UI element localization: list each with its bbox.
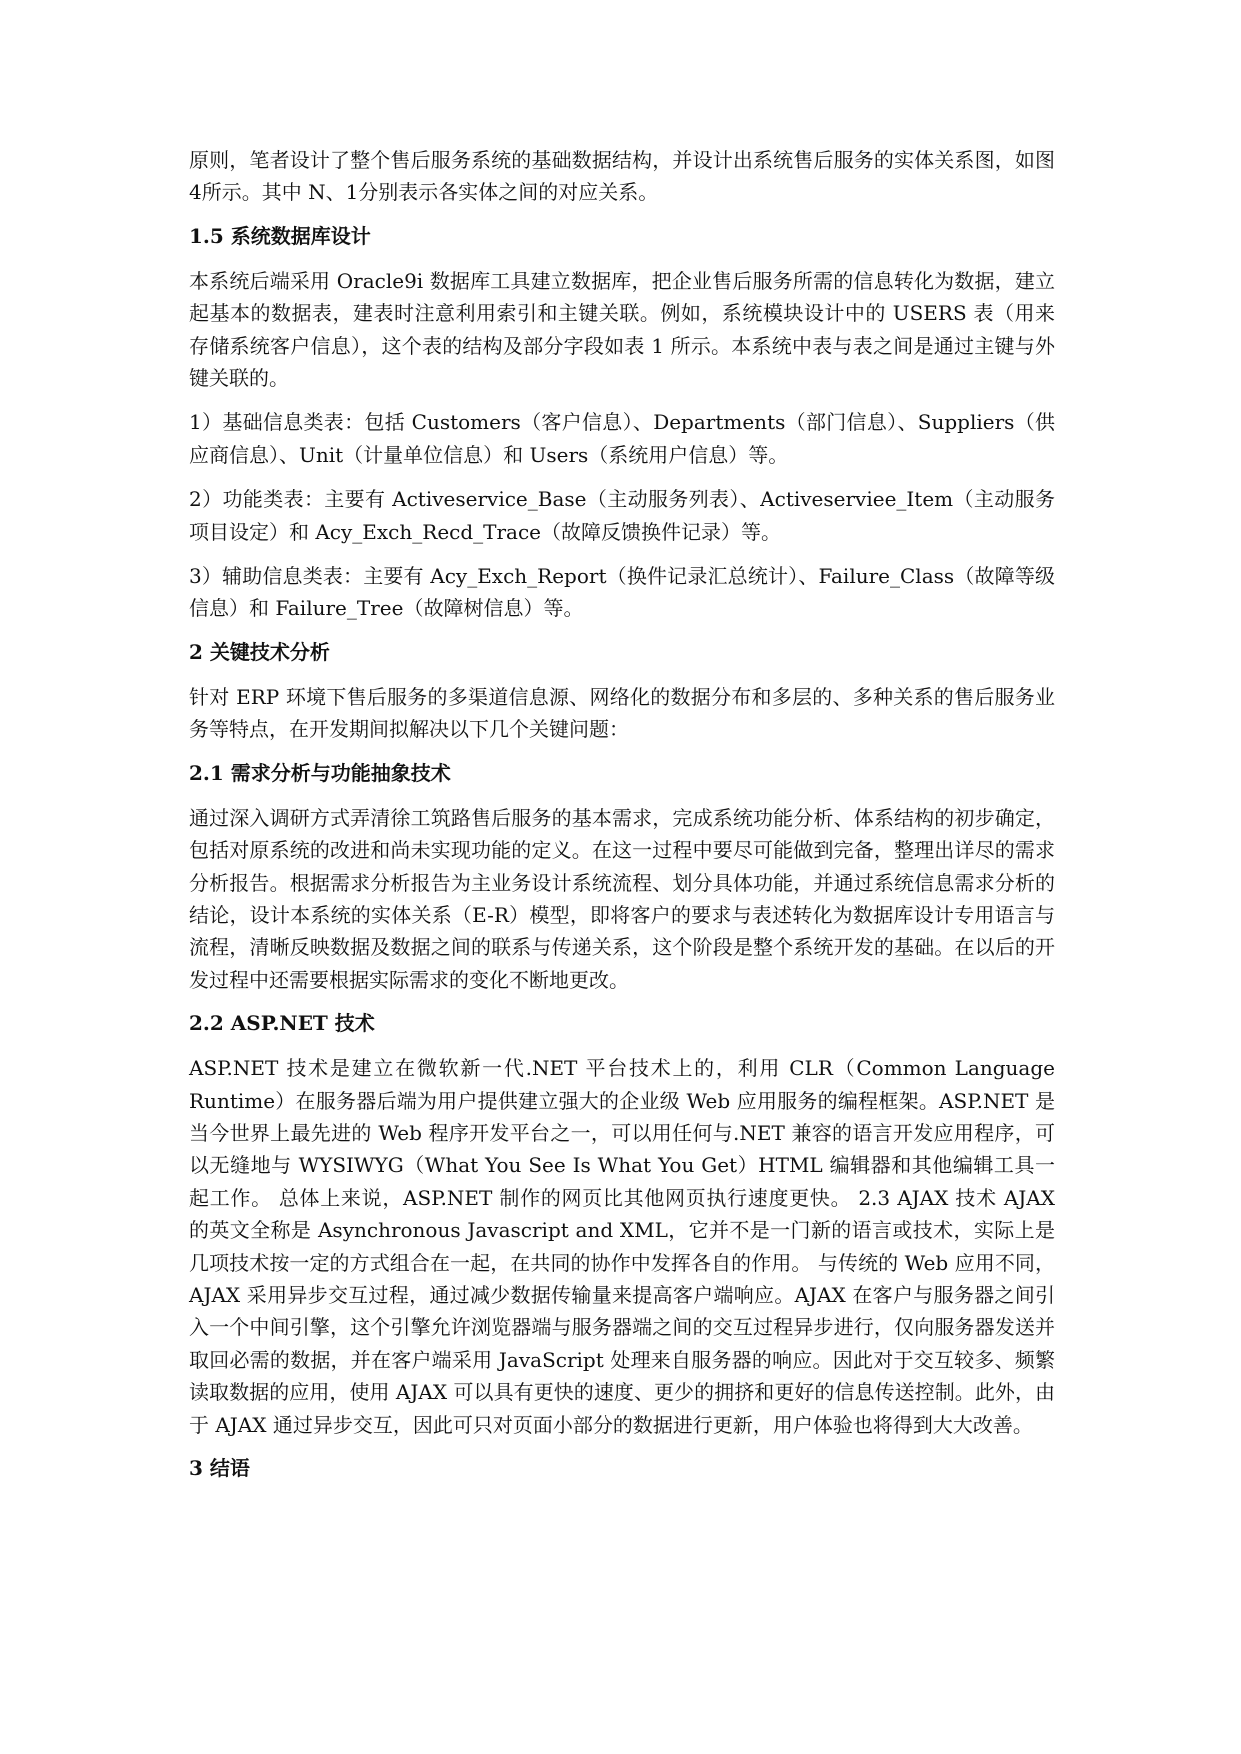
heading-2-1-requirement-analysis: 2.1 需求分析与功能抽象技术	[189, 760, 451, 785]
heading-2-key-technology: 2 关键技术分析	[189, 639, 330, 664]
paragraph-function-tables: 2）功能类表：主要有 Activeservice_Base（主动服务列表）、Activeserviee_Item（主动服务项目设定）和 Acy_Exch_Recd_Trace（故障反馈换件记录）等。	[189, 487, 1055, 544]
paragraph-database-design: 本系统后端采用 Oracle9i 数据库工具建立数据库，把企业售后服务所需的信息转化为数据，建立起基本的数据表，建表时注意利用索引和主键关联。例如，系统模块设计中的 USERS 表（用来存储系统客户信息），这个表的结构及部分字段如表 1 所示。本系统中表与表之间是通过主键与外键关联的。	[189, 268, 1055, 391]
paragraph-basic-info-tables: 1）基础信息类表：包括 Customers（客户信息）、Departments（部门信息）、Suppliers（供应商信息）、Unit（计量单位信息）和 Users（系统用户信息）等。	[189, 410, 1055, 467]
paragraph-requirement-analysis: 通过深入调研方式弄清徐工筑路售后服务的基本需求，完成系统功能分析、体系结构的初步确定，包括对原系统的改进和尚未实现功能的定义。在这一过程中要尽可能做到完备，整理出详尽的需求分析报告。根据需求分析报告为主业务设计系统流程、划分具体功能，并通过系统信息需求分析的结论，设计本系统的实体关系（E-R）模型，即将客户的要求与表述转化为数据库设计专用语言与流程，清晰反映数据及数据之间的联系与传递关系，这个阶段是整个系统开发的基础。在以后的开发过程中还需要根据实际需求的变化不断地更改。	[189, 805, 1055, 992]
heading-1-5-database-design: 1.5 系统数据库设计	[189, 223, 371, 248]
document-page	[189, 144, 1055, 1497]
paragraph-er-diagram-intro: 原则，笔者设计了整个售后服务系统的基础数据结构，并设计出系统售后服务的实体关系图，如图4所示。其中 N、1分别表示各实体之间的对应关系。	[189, 148, 1055, 205]
paragraph-aspnet-ajax: ASP.NET 技术是建立在微软新一代.NET 平台技术上的，利用 CLR（Common Language Runtime）在服务器后端为用户提供建立强大的企业级 Web 应用服务的编程框架。ASP.NET 是当今世界上最先进的 Web 程序开发平台之一，可以用任何与.NET 兼容的语言开发应用程序，可以无缝地与 WYSIWYG（What You See Is What You Get）HTML 编辑器和其他编辑工具一起工作。 总体上来说，ASP.NET 制作的网页比其他网页执行速度更快。 2.3 AJAX 技术 AJAX 的英文全称是 Asynchronous Javascript and XML，它并不是一门新的语言或技术，实际上是几项技术按一定的方式组合在一起，在共同的协作中发挥各自的作用。 与传统的 Web 应用不同，AJAX 采用异步交互过程，通过减少数据传输量来提高客户端响应。AJAX 在客户与服务器之间引入一个中间引擎，这个引擎允许浏览器端与服务器端之间的交互过程异步进行，仅向服务器发送并取回必需的数据，并在客户端采用 JavaScript 处理来自服务器的响应。因此对于交互较多、频繁读取数据的应用，使用 AJAX 可以具有更快的速度、更少的拥挤和更好的信息传送控制。此外，由于 AJAX 通过异步交互，因此可只对页面小部分的数据进行更新，用户体验也将得到大大改善。	[189, 1056, 1055, 1437]
paragraph-key-problems: 针对 ERP 环境下售后服务的多渠道信息源、网络化的数据分布和多层的、多种关系的售后服务业务等特点，在开发期间拟解决以下几个关键问题：	[189, 684, 1055, 742]
heading-3-conclusion: 3 结语	[189, 1456, 250, 1480]
heading-2-2-aspnet: 2.2 ASP.NET 技术	[189, 1011, 375, 1036]
paragraph-auxiliary-tables: 3）辅助信息类表：主要有 Acy_Exch_Report（换件记录汇总统计）、Failure_Class（故障等级信息）和 Failure_Tree（故障树信息）等。	[189, 564, 1055, 621]
